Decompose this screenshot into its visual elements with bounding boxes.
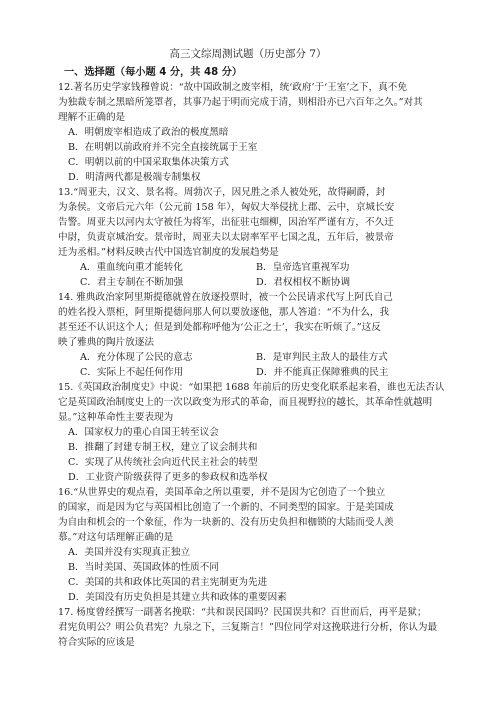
- q12-stem-line: 为独裁专制之黑暗所笼罩者，其事乃起于明而完成于清，则相沿亦已六百年之久。”对其: [58, 97, 423, 108]
- q14-stem-line: 14. 雅典政治家阿里斯提德就曾在放逐投票时，被一个公民请求代写上阿氏自己: [58, 292, 393, 303]
- q15-stem-line: 显。”这种革命性主要表现为: [58, 412, 174, 423]
- q13-option-c: C．君主专制在不断加强: [80, 277, 184, 288]
- q13-option-b: B．皇帝选官重视军功: [256, 262, 350, 273]
- q12-option-d: D．明清两代都是极端专制集权: [68, 172, 201, 183]
- q15-option-c: C．实现了从传统社会向近代民主社会的转型: [68, 457, 258, 468]
- q14-stem-line: 映了雅典的陶片放逐法: [58, 337, 154, 348]
- q13-stem-line: 告警。周亚夫以河内太守被任为将军，出征驻屯细柳，因治军严谨有方，不久迁: [58, 217, 394, 228]
- q13-stem-line: 13.“周亚夫，汉文、景名将。周勃次子，因兄胜之杀人被处死，故得嗣爵，封: [58, 187, 386, 198]
- q13-stem-line: 为条侯。文帝后元六年（公元前 158 年），匈奴大举侵扰上郡、云中，京城长安: [58, 202, 395, 213]
- q12-stem-line: 12.著名历史学家钱穆曾说：“故中国政制之废宰相，统‘政府’于‘王室’之下，真不免: [58, 82, 407, 93]
- q14-stem-line: 的姓名投入票柜，阿里斯提德问那人何以要放逐他，那人答道：“不为什么，我: [58, 307, 390, 318]
- q14-option-c: C．实际上不起任何作用: [80, 367, 184, 378]
- q15-stem-line: 15.《英国政治制度史》中说：“如果把 1688 年前后的历史变化联系起来看，谁也无法否认: [58, 382, 445, 393]
- section-heading: 一、选择题（每小题 4 分，共 48 分）: [64, 67, 243, 78]
- q12-option-b: B．在明朝以前政府并不完全直接统属于王室: [68, 142, 258, 153]
- page-title: 高三文综周测试题（历史部分 7）: [169, 48, 327, 60]
- q17-stem-line: 符合实际的应该是: [58, 637, 135, 648]
- q15-option-d: D．工业资产阶级获得了更多的参政权和选举权: [68, 472, 268, 483]
- q15-option-a: A．国家权力的重心自国王转至议会: [68, 427, 219, 438]
- q14-option-b: B．是审判民主敌人的最佳方式: [256, 352, 388, 363]
- q12-option-a: A．明朝废宰相造成了政治的极度黑暗: [68, 127, 229, 138]
- q15-option-b: B．推翻了封建专制王权，建立了议会制共和: [68, 442, 258, 453]
- q13-stem-line: 中尉，负责京城治安。景帝时，周亚夫以太尉率军平七国之乱，五年后，被景帝: [58, 232, 394, 243]
- q16-option-d: D．美国没有历史负担是其建立共和政体的重要因素: [68, 592, 287, 603]
- q16-stem-line: 为自由和机会的一个象征，作为一块新的、没有历史负担和枷锁的大陆而受人羡: [58, 517, 394, 528]
- q16-option-a: A．美国并没有实现真正独立: [68, 547, 191, 558]
- q12-stem-line: 理解不正确的是: [58, 112, 126, 123]
- q12-option-c: C．明朝以前的中国采取集体决策方式: [68, 157, 229, 168]
- q15-stem-line: 它是英国政治制度史上的一次以政变为形式的革命，而且视野拉的越长，其革命性就越明: [58, 397, 433, 408]
- q16-option-c: C．美国的共和政体比英国的君主宪制更为先进: [68, 577, 268, 588]
- q13-stem-line: 迁为丞相。”材料反映古代中国选官制度的发展趋势是: [58, 247, 279, 258]
- q16-stem-line: 慕。”对这句话理解正确的是: [58, 532, 174, 543]
- q14-stem-line: 甚至还不认识这个人；但是到处都称呼他为‘公正之士’，我实在听烦了。”这反: [58, 322, 381, 333]
- q14-option-a: A．充分体现了公民的意志: [80, 352, 193, 363]
- q17-stem-line: 君宪负明公？明公负君宪？九泉之下，三复斯言！”四位同学对这挽联进行分析，你认为最: [58, 622, 438, 633]
- q13-option-a: A．重血统向重才能转化: [80, 262, 183, 273]
- q17-stem-line: 17. 杨度曾经撰写一副著名挽联：“共和误民国吗？民国误共和？百世而后，再平是狱；: [58, 607, 427, 618]
- q16-stem-line: 16.“从世界史的观点看，美国革命之所以重要，并不是因为它创造了一个独立: [58, 487, 386, 498]
- q16-option-b: B．当时美国、英国政体的性质不同: [68, 562, 219, 573]
- q13-option-d: D．君权相权不断协调: [256, 277, 351, 288]
- q14-option-d: D．并不能真正保障雅典的民主: [256, 367, 389, 378]
- q16-stem-line: 的国家，而是因为它与英国相比创造了一个新的、不同类型的国家。于是美国成: [58, 502, 394, 513]
